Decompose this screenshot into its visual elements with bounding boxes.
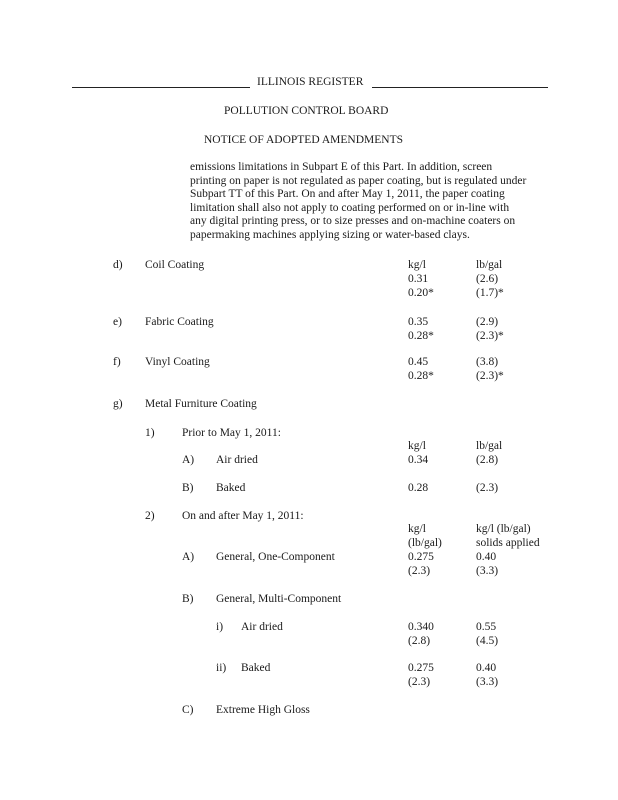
item-g-letter: g) [113, 398, 123, 410]
g1-B-letter: B) [182, 482, 194, 494]
item-e-kg-value: 0.28* [408, 330, 434, 342]
item-g-label: Metal Furniture Coating [145, 398, 257, 410]
item-d-kg-value: 0.31 [408, 273, 429, 285]
g2-B-ii-kg: 0.275 [408, 662, 434, 674]
item-e-letter: e) [113, 316, 122, 328]
g2-A-letter: A) [182, 551, 195, 563]
item-e-label: Fabric Coating [145, 316, 214, 328]
g1-number: 1) [145, 427, 155, 439]
board-title: POLLUTION CONTROL BOARD [224, 105, 389, 117]
item-d-lb-value: (1.7)* [476, 287, 504, 299]
g2-number: 2) [145, 510, 155, 522]
item-d-kg-header: kg/l [408, 259, 426, 271]
intro-paragraph [190, 161, 530, 242]
g2-A-lb: (3.3) [476, 565, 499, 577]
g2-kg-header: (lb/gal) [408, 537, 442, 549]
g2-A-label: General, One-Component [216, 551, 335, 563]
intro-line: Subpart TT of this Part. On and after May 1, 2011, the paper coating [190, 188, 505, 200]
g1-kg-header: kg/l [408, 440, 426, 452]
g2-lb-header: solids applied [476, 537, 540, 549]
g1-A-lb: (2.8) [476, 454, 499, 466]
item-d-letter: d) [113, 259, 123, 271]
g2-B-ii-lb: (3.3) [476, 676, 499, 688]
item-d-lb-value: (2.6) [476, 273, 499, 285]
g2-B-i-kg: 0.340 [408, 621, 434, 633]
g2-label: On and after May 1, 2011: [182, 510, 304, 522]
g2-B-i-lb: 0.55 [476, 621, 497, 633]
g1-lb-header: lb/gal [476, 440, 503, 452]
g2-B-i-kg: (2.8) [408, 635, 431, 647]
item-e-lb-value: (2.3)* [476, 330, 504, 342]
item-e-kg-value: 0.35 [408, 316, 429, 328]
item-e-lb-value: (2.9) [476, 316, 499, 328]
g2-kg-header: kg/l [408, 523, 426, 535]
g1-B-lb: (2.3) [476, 482, 499, 494]
g1-A-label: Air dried [216, 454, 258, 466]
g2-B-i-label: Air dried [241, 621, 283, 633]
header-rule-left [72, 87, 250, 88]
notice-title: NOTICE OF ADOPTED AMENDMENTS [204, 134, 404, 146]
g2-lb-header: kg/l (lb/gal) [476, 523, 531, 535]
g1-B-label: Baked [216, 482, 246, 494]
header-rule-right [372, 87, 548, 88]
g2-B-ii-lb: 0.40 [476, 662, 497, 674]
intro-line: any digital printing press, or to size presses and on-machine coaters on [190, 215, 516, 227]
item-f-lb-value: (3.8) [476, 356, 499, 368]
g2-A-lb: 0.40 [476, 551, 497, 563]
g1-label: Prior to May 1, 2011: [182, 427, 281, 439]
item-f-lb-value: (2.3)* [476, 370, 504, 382]
item-d-lb-header: lb/gal [476, 259, 503, 271]
item-d-label: Coil Coating [145, 259, 205, 271]
g1-A-letter: A) [182, 454, 195, 466]
item-d-kg-value: 0.20* [408, 287, 434, 299]
intro-line: emissions limitations in Subpart E of this Part. In addition, screen [190, 161, 493, 173]
g2-B-ii-kg: (2.3) [408, 676, 431, 688]
g2-B-ii-number: ii) [216, 662, 227, 674]
item-f-label: Vinyl Coating [145, 356, 210, 368]
intro-line: limitation shall also not apply to coating performed on or in-line with [190, 201, 510, 214]
g2-B-i-number: i) [216, 621, 224, 633]
g2-C-label: Extreme High Gloss [216, 704, 310, 716]
g2-A-kg: 0.275 [408, 551, 434, 563]
register-title: ILLINOIS REGISTER [257, 76, 364, 88]
g2-B-ii-label: Baked [241, 662, 271, 674]
intro-line: printing on paper is not regulated as paper coating, but is regulated under [190, 174, 527, 187]
g2-B-letter: B) [182, 593, 194, 605]
g1-B-kg: 0.28 [408, 482, 429, 494]
intro-line: papermaking machines applying sizing or water-based clays. [190, 228, 470, 241]
g2-A-kg: (2.3) [408, 565, 431, 577]
item-f-kg-value: 0.45 [408, 356, 429, 368]
item-f-kg-value: 0.28* [408, 370, 434, 382]
g2-B-i-lb: (4.5) [476, 635, 499, 647]
item-f-letter: f) [113, 356, 121, 368]
g2-C-letter: C) [182, 704, 194, 716]
g1-A-kg: 0.34 [408, 454, 429, 466]
g2-B-label: General, Multi-Component [216, 593, 342, 605]
